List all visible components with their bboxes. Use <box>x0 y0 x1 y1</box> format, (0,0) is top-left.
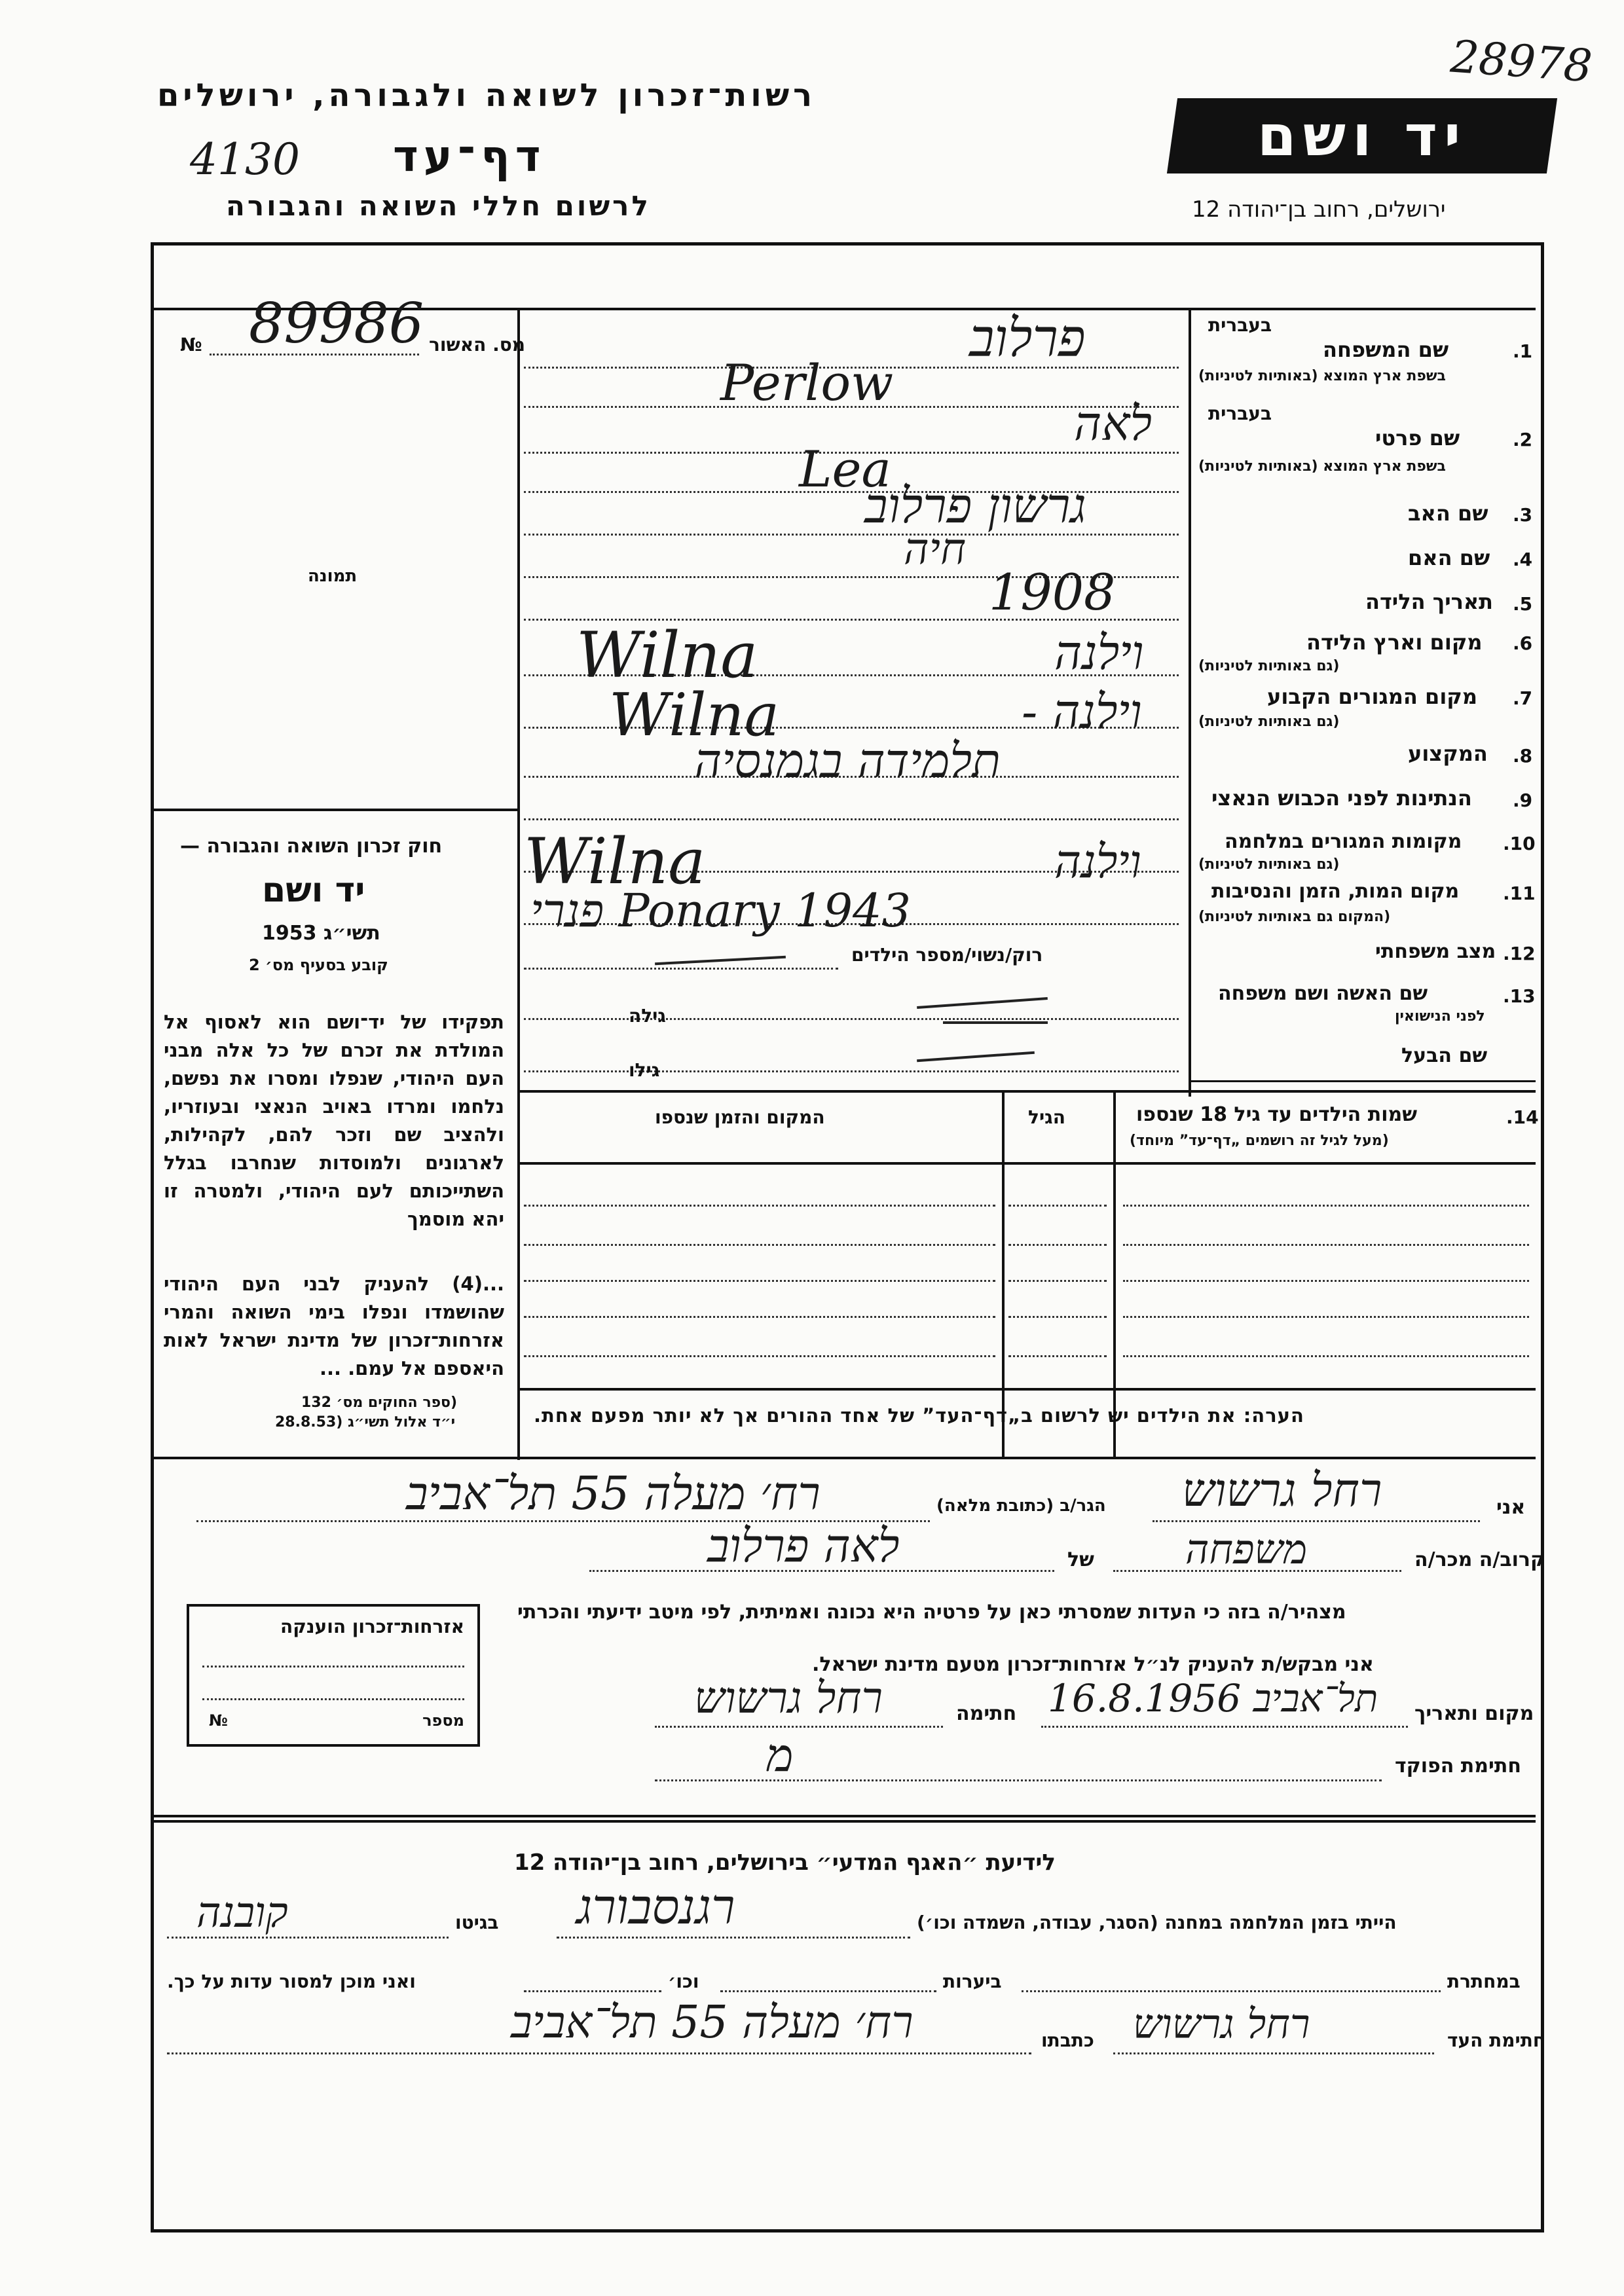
file-number-handwritten: 28978 <box>1449 31 1594 93</box>
field-label-8: המקצוע <box>1408 741 1488 766</box>
field-number-2: 2. <box>1513 429 1533 450</box>
decl-address: רח׳ מעלה 55 תל־אביב <box>406 1467 821 1520</box>
citizenship-box <box>187 1604 480 1747</box>
org-line: רשות־זכרון לשואה ולגבורה, ירושלים <box>157 77 817 114</box>
family-name-latin: Perlow <box>720 354 894 412</box>
decl-statement: מצהיר/ה בזה כי העדות שמסרתי כאן על פרטיה היא נכונה ואמיתית, לפי מיטב ידיעתי והכרתי <box>517 1601 1346 1624</box>
decl-subject: לאה פרלוב <box>707 1519 900 1573</box>
law-year: תשי״ג 1953 <box>262 922 380 945</box>
children-label: שמות הילדים עד גיל 18 שנספו <box>1136 1103 1417 1126</box>
children-sub: (מעל לגיל זה רושמים „דף־עד” מיוחד) <box>1130 1133 1389 1149</box>
field-sub-2: בשפת ארץ המוצא (באותיות לטיניות) <box>1198 458 1446 475</box>
bottom-ghetto-value: קובנה <box>196 1889 288 1937</box>
field-label-9: הנתינות לפני הכבוש הנאצי <box>1211 786 1472 811</box>
decl-officer-label: חתימת הפוקד <box>1395 1755 1521 1777</box>
decl-lives-at: הגר/ב (כתובת מלאה) <box>936 1496 1106 1516</box>
field-number-5: 5. <box>1513 593 1533 615</box>
yad-vashem-logo <box>1167 98 1557 173</box>
field-label-6: מקום וארץ הלידה <box>1306 630 1483 655</box>
field-number-7: 7. <box>1513 687 1533 709</box>
children-col-place: המקום והזמן שנספו <box>655 1106 825 1128</box>
decl-name: רחל גרשוש <box>1182 1463 1382 1517</box>
logo-text: יד ושם <box>1257 103 1467 169</box>
decl-i-label: אני <box>1496 1496 1526 1519</box>
field-label-12: מצב משפחתי <box>1375 940 1496 963</box>
decl-of: של <box>1067 1548 1094 1571</box>
field-label-3: שם האב <box>1408 501 1488 526</box>
field-number-8: 8. <box>1513 745 1533 767</box>
field-sub-7: (גם באותיות לטיניות) <box>1198 714 1340 730</box>
birth-date: 1908 <box>989 563 1116 621</box>
husband-age-label: גילו <box>629 1059 660 1081</box>
address: ירושלים, רחוב בן־יהודה 12 <box>1192 196 1446 223</box>
field-sub-13: לפני הנישואין <box>1395 1008 1485 1025</box>
first-name-hebrew: לאה <box>1074 396 1153 451</box>
field-number-9: 9. <box>1513 790 1533 811</box>
citizenship-title: אזרחות־זכרון הוענקה <box>280 1616 464 1637</box>
wartime-residence-hebrew: וילנה <box>1054 835 1141 888</box>
field-label-13: שם האשה ושם משפחה <box>1218 982 1428 1005</box>
form-subtitle: לרשום חללי השואה והגבורה <box>226 190 651 222</box>
bottom-witness-label: חתימת העד <box>1447 2030 1546 2051</box>
bottom-underground: במחתרת <box>1447 1971 1521 1992</box>
bottom-camp-value: רגנסבורג <box>576 1879 735 1935</box>
decl-relative-label: קרוב/ה מכר/ה <box>1414 1548 1545 1571</box>
bottom-witness-signature: רחל גרשוש <box>1133 2000 1310 2048</box>
form-title: דף־עד <box>393 131 546 181</box>
field-number-12: 12. <box>1503 943 1536 964</box>
field-label-11: מקום המות, הזמן והנסיבות <box>1211 880 1460 903</box>
bottom-address-value: רח׳ מעלה 55 תל־אביב <box>511 1997 913 2049</box>
decl-request: אני מבקש/ת להעניק לנ״ל אזרחות־זכרון מטעם מדינת ישראל. <box>812 1653 1374 1676</box>
form-frame <box>151 242 1544 2232</box>
field-sub-1: בשפת ארץ המוצא (באותיות לטיניות) <box>1198 368 1446 384</box>
citizenship-no-label: מספר <box>422 1711 464 1730</box>
residence-latin: Wilna <box>609 681 780 750</box>
children-note: הערה: את הילדים יש לרשום ב„דף־העד” של אחד ההורים אך לא יותר מפעם אחת. <box>534 1404 1304 1427</box>
wife-dash-2 <box>943 1021 1048 1024</box>
field-label-10: מקומות המגורים במלחמה <box>1225 830 1462 853</box>
death-place-time: Ponary 1943 פנרי <box>530 884 912 938</box>
bottom-address-label: כתבתו <box>1041 2030 1094 2051</box>
bottom-title: לידיעת ״האגף המדעי״ בירושלים, רחוב בן־יהודה 12 <box>514 1850 1056 1876</box>
law-clause: קובע בסעיף מס׳ 2 <box>249 956 388 974</box>
decl-relation: משפחה <box>1185 1525 1308 1573</box>
law-title: חוק זכרון השואה והגבורה — <box>180 835 443 858</box>
field-label-4: שם האם <box>1408 545 1490 570</box>
field-label-5: תאריך הלידה <box>1365 589 1494 614</box>
first-name-latin: Lea <box>799 440 891 498</box>
field-number-3: 3. <box>1513 504 1533 526</box>
field-sub-11: (המקום גם באותיות לטיניות) <box>1198 909 1391 925</box>
profession: תלמידה בגמנסיה <box>694 733 1001 788</box>
birthplace-hebrew: וילנה <box>1054 625 1144 680</box>
law-body: תפקידו של יד־ושם הוא לאסוף אל המולדת את זכרם של כל אלה מבני העם היהודי, שנפלו ומסרו את נפשם, נלחמו ומרדו באויב הנאצי ובעוזריו, ולהציב שם וזכר להם, לקהילות, לארגונים ולמוסדות שנחרבו בגלל השתייכותם לעם היהודי, ולמטרה זו יהא מוסמך <box>164 1011 504 1230</box>
field-label-1: שם המשפחה <box>1323 337 1449 362</box>
bottom-etc: וכו׳ <box>668 1971 699 1992</box>
field-label-7: מקום המגורים הקבוע <box>1267 684 1478 709</box>
field-sub-6: (גם באותיות לטיניות) <box>1198 658 1340 674</box>
decl-sig-label: חתימה <box>956 1702 1017 1725</box>
field-number-10: 10. <box>1503 833 1536 854</box>
field-sub-10: (גם באותיות לטיניות) <box>1198 856 1340 873</box>
law-source: (ספר החוקים מס׳ 132 <box>301 1394 458 1411</box>
decl-officer-signature: מ <box>766 1728 794 1782</box>
field-number-11: 11. <box>1503 883 1536 904</box>
decl-place-date: תל־אביב 16.8.1956 <box>1048 1676 1378 1721</box>
wartime-residence-latin: Wilna <box>524 825 706 898</box>
field-label-2: שם פרטי <box>1375 426 1460 450</box>
serial-number-value: 89986 <box>249 291 424 355</box>
bottom-willing: ואני מוכן למסור עדות על כך. <box>167 1971 416 1992</box>
law-name: יד ושם <box>262 871 365 910</box>
field-number-1: 1. <box>1513 340 1533 362</box>
father-name: גרשון פרלוב <box>864 478 1086 534</box>
wife-age-label: גילה <box>629 1005 666 1027</box>
birthplace-latin: Wilna <box>576 619 758 692</box>
hebrew-hint-2: בעברית <box>1208 403 1272 424</box>
children-col-age: הגיל <box>1028 1106 1065 1128</box>
marital-inline-label: רוק/נשוי/מספר הילדים <box>851 944 1043 966</box>
mother-name: חיה <box>904 524 967 574</box>
hebrew-hint-1: בעברית <box>1208 314 1272 336</box>
citizenship-no-sign: № <box>209 1711 228 1730</box>
family-name-hebrew: פרלוב <box>969 308 1086 369</box>
bottom-ghetto-label: בגיטו <box>455 1912 499 1933</box>
residence-hebrew: וילנה - <box>1022 684 1142 739</box>
field-number-6: 6. <box>1513 632 1533 654</box>
serial-no-sign: № <box>180 334 202 355</box>
field-label-husband: שם הבעל <box>1401 1044 1488 1067</box>
law-body-2: ...(4) להעניק לבני העם היהודי שהושמדו ונפלו בימי השואה והמרי אזרחות־זכרון של מדינת ישראל לאות היאספם אל עמם. ... <box>164 1273 504 1379</box>
law-source-2: י״ד אלול תשי״ג (28.8.53 <box>275 1414 456 1430</box>
photo-label: תמונה <box>308 566 358 586</box>
page-number-handwritten: 4130 <box>190 134 300 185</box>
bottom-camp-label: הייתי בזמן המלחמה במחנה (הסגר, עבודה, השמדה וכו׳) <box>917 1912 1397 1933</box>
serial-label: מס. האשור <box>429 334 525 355</box>
decl-signature: רחל גרשוש <box>694 1673 883 1723</box>
children-number: 14. <box>1506 1106 1539 1128</box>
field-number-4: 4. <box>1513 549 1533 570</box>
field-number-13: 13. <box>1503 985 1536 1007</box>
decl-place-label: מקום ותאריך <box>1414 1702 1534 1725</box>
bottom-forests: ביערות <box>943 1971 1002 1992</box>
